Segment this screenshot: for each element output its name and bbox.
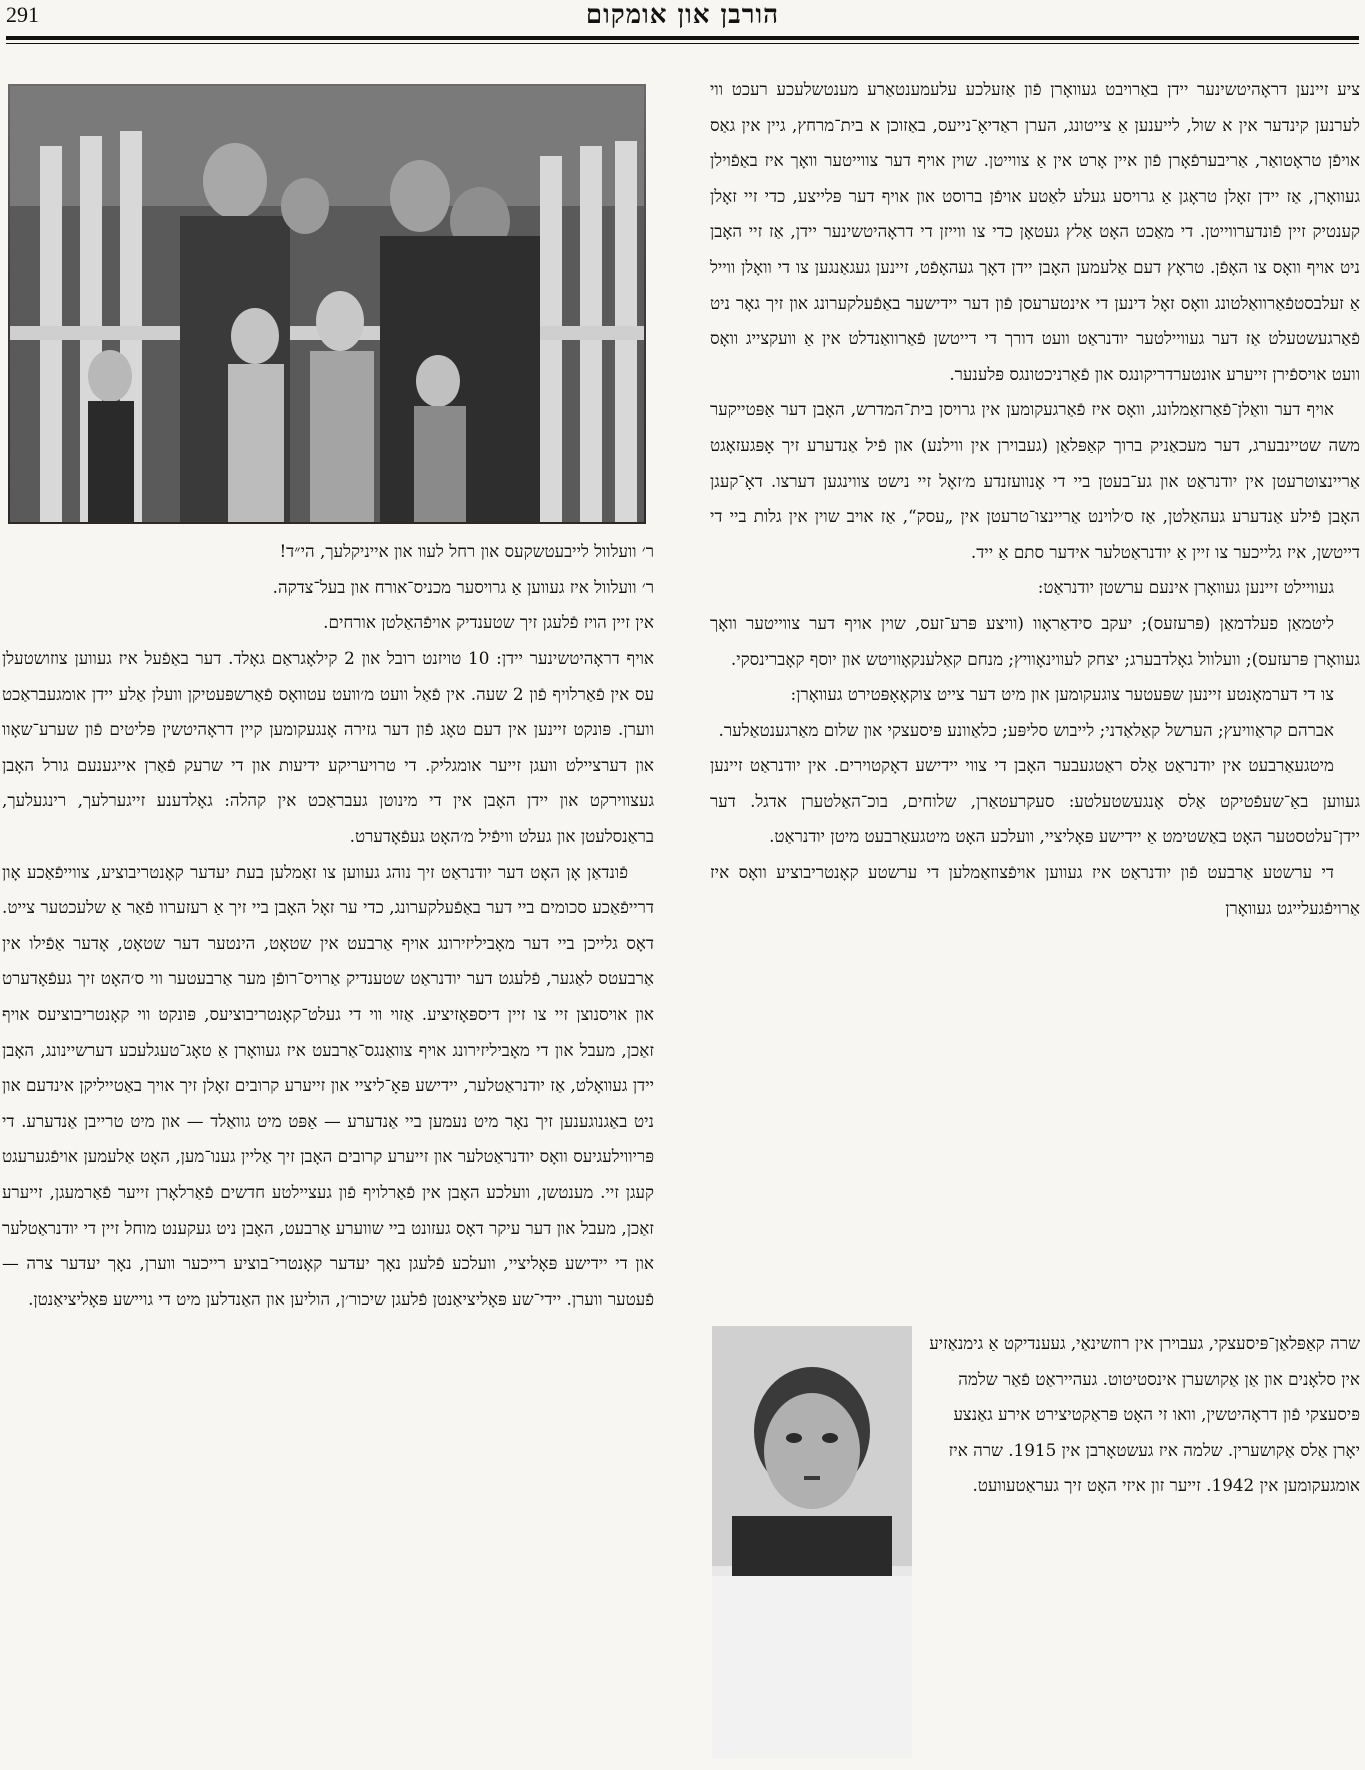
caption-line-3: אין זיין הויז פֿלעגן זיך שטענדיק אויפֿהאַלטן אורחים. xyxy=(323,612,654,633)
right-column xyxy=(710,72,1360,926)
right-paragraph-2: אויף דער וואַלן־פֿאַרזאַמלונג, וואָס איז פֿאַרגעקומען אין גרויסן בית־המדרש, האָבן דער אַפּטייקער משה שטיינבערג, דער מעכאַניק ברוך קאַפּלאַן (געבוירן אין ווילנע) און פֿיל אַנדערע זיך אָפּגעזאָגט אַריינצוטרעטן אין יודנראַט און גע־בעטן ביי די אָנוועזנדע מ׳זאָל זיי נישט צווינגען דערצו. דאָ־קעגן האָבן פֿילע אַנדערע געהאַלטן, אַז ס׳לוינט אַריינצו־טרעטן אין „עסק“, אַז אויב שוין אין גלות ביי די דייטשן, איז גלייכער צו זיין אַ יודנראַטלער אידער סתם אַ ייד. xyxy=(710,399,1360,562)
family-photo-image xyxy=(10,86,644,522)
left-column xyxy=(2,641,654,1317)
right-paragraph-1: ציע זיינען דראָהיטשינער יידן באַרויבט געוואָרן פֿון אַזעלכע עלעמענטאַרע מענטשלעכע רעכט ווי לערנען קינדער אין א שול, לייענען אַ צייטונג, הערן ראַדיאָ־נייעס, באַזוכן א בית־מרחץ, גיין אין גאַס אויפֿן טראָטואַר, אַריבערפֿאָרן פֿון איין אָרט אין אַ צווייטן. שוין אויף דער צווייטער וואָך איז באַפֿוילן געוואָרן, אַז יידן זאָלן טראָגן אַ גרויסע געלע לאַטע אויפֿן ברוסט און אויף דער פּלייצע, כדי זיי זאָלן קענטיק זיין פֿונדערווייטן. די מאַכט האָט אַלץ געטאָן כדי צו ווייזן די דראָהיטשינער יידן, אַז זיי האָבן ניט אויף וואָס צו האָפֿן. טראָץ דעם אַלעמען האָבן יידן דאָך געהאָפֿט, זיינען געגאַנגען צו די וואָלן ווייל אַ זעלבסטפֿאַרוואַלטונג וואָס זאָל דינען די אינטערעסן פֿון דער יידישער באַפֿעלקערונג און זיך גאָר ניט פֿאַרגעשטעלט אַז דער געוויילטער יודנראַט וועט דורך די דייטשן פֿאַרוואַנדלט אין אַ וועקצייג וואָס וועט אויספֿירן זייערע אונטערדריקונגס און פֿאַרניכטונגס פּלענער. xyxy=(710,79,1360,384)
header-rule-thick xyxy=(6,36,1359,40)
right-paragraph-8: די ערשטע אַרבעט פֿון יודנראַט איז געווען אויפֿצוזאַמלען די ערשטע קאָנטריבוציע וואָס איז אַרויפֿגעלייגט געוואָרן xyxy=(710,862,1360,918)
portrait-caption-text: שרה קאַפּלאַן־פּיסעצקי, געבוירן אין רוזשינאַי, געענדיקט אַ גימנאַזיע אין סלאָנים און אַן אַקושערן אינסטיטוט. געהייראַט פֿאַר שלמה פּיסעצקי פֿון דראָהיטשין, וואו זי האָט פּראַקטיצירט אירע גאַנצע יאָרן אַלס אַקושערין. שלמה איז געשטאָרבן אין 1915. שרה איז אומגעקומען אין 1942. זייער זון איזי האָט זיך געראַטעוועט. xyxy=(929,1333,1360,1496)
header-rule-thin xyxy=(6,43,1359,44)
caption-line-2: ר׳ וועלוול איז געווען אַ גרויסער מכניס־אורח און בעל־צדקה. xyxy=(272,576,654,597)
page-number: 291 xyxy=(6,2,39,27)
right-paragraph-4: ליטמאַן פעלדמאַן (פּרעזעס); יעקב סידאַראָוו (וויצע פּרע־זעס, שוין אויף דער צווייטער וואָך געוואָרן פּרעזעס); וועלוול גאָלדבערג; יצחק לעווינאָוויץ; מנחם קאַלענקאָוויטש און יוסף קאָברינסקי. xyxy=(710,612,1360,669)
right-paragraph-6: אברהם קראַוויעץ; הערשל קאַלאַדני; לייבוש סליפּע; כלאַוונע פּיסעצקי און שלום מאַרגענטאַלער. xyxy=(718,719,1334,740)
family-photo xyxy=(8,84,646,524)
family-photo-caption xyxy=(2,534,654,641)
left-paragraph-2: פֿונדאַן אָן האָט דער יודנראַט זיך נוהג געווען צו זאַמלען בעת יעדער קאָנטריבוציע, צווייפֿאַכע אָון דרייפֿאַכע סכומים ביי דער באַפֿעלקערונג, כדי ער זאָל האָבן ביי זיך אַ רעזערוו פֿאַר אַ שלעכטער צייט. דאָס גלייכן ביי דער מאָביליזירונג אויף אַרבעט אין שטאָט, הינטער דער שטאָט, אָדער אַפֿילו אין אַרבעטס לאַגער, פֿלעגט דער יודנראַט שטענדיק אַרויס־רופֿן מער אַרבעטער ווי ס׳האָט זיך געפֿאָדערט און אויסנוצן זיי צו זיין דיספּאָזיציע. אַזוי ווי די געלט־קאָנטריבוציעס, פּונקט ווי קאָנטריבוציעס אויף זאַכן, מעבל און די מאָביליזירונג אויף צוואַנגס־אַרבעט איז געוואָרן אַ טאָג־טעגלעכע דערשיינונג, האָבן יידן געוואָלט, אַז יודנראַטלער, יידישע פּאָ־ליציי און זייערע קרובים זאָלן זיך אויך באַטייליקן אינדעם און ניט באַגנוגענען זיך נאָר מיט נעמען ביי אַנדערע — אַפּט מיט גוואַלד — און מיט טרייבן אַנדערע. די פּריווילעגיעס וואָס יודנראַטלער און זייערע קרובים האָבן זיך אַליין גענו־מען, האָט אַלעמען אויפֿגערעגט קעגן זיי. מענטשן, וועלכע האָבן אין פֿאַרלויף פֿון געציילטע חדשים פֿאַרלאָרן זייער פֿאַרמעגן, זייערע זאַכן, מעבל און דער עיקר דאָס געזונט ביי שווערע אַרבעט, האָבן ניט געקענט מוחל זיין די יודנראַטלער און די יידישע פּאָליציי, וועלכע פֿלעגן נאָך יעדער קאָנטרי־בוציע רייכער ווערן, נאָך יעדער צרה — פֿעטער ווערן. יידי־שע פּאָליציאַנטן פֿלעגן שיכור׳ן, הוליען און האַנדלען מיט די גויישע פּאָליציאַנטן. xyxy=(2,861,654,1309)
page-header xyxy=(0,0,1365,40)
portrait-photo xyxy=(712,1326,912,1758)
portrait-photo-image xyxy=(712,1326,912,1758)
portrait-caption xyxy=(922,1326,1360,1504)
running-title: הורבן און אומקום xyxy=(585,0,780,30)
right-paragraph-5: צו די דערמאָנטע זיינען שפּעטער צוגעקומען און מיט דער צייט צוקאָאָפּטירט געוואָרן: xyxy=(790,684,1334,705)
caption-line-1: ר׳ וועלוול לייבעטשקעס און רחל לעוו און אייניקלעך, הי״ד! xyxy=(279,541,654,561)
left-paragraph-1: אויף דראָהיטשינער יידן: 10 טויזנט רובל און 2 קילאָגראַם גאָלד. דער באַפֿעל איז געווען צוזושטעלן עס אין פֿאַרלויף פֿון 2 שעה. אין פֿאַל וועט מ׳וועט עטוואָס פֿאַרשפּעטיקן וועלן אַלע יידן אומגעבראַכט ווערן. פּונקט זיינען אין דעם טאָג פֿון דער גזירה אָנגעקומען קיין דראָהיטשין פּליטים פֿון שערע־שאָוו און דערציילט וועגן זייער אומגליק. די טרויעריקע ידיעות און די שרעק פֿאַרן אייגענעם גורל האָבן געצווירקט און יידן האָבן אין די מינוטן געבראַכט אין קהלה: גאָלדענע זייגערלעך, רינגעלעך, בראַנסלעטן און געלט וויפֿיל מ׳האָט געפֿאָדערט. xyxy=(2,648,654,846)
right-paragraph-7: מיטגעאַרבעט אין יודנראַט אַלס ראַטגעבער האָבן די צווי יידישע דאָקטוירים. אין יודנראַט זיינען געווען באַ־שעפֿטיקט אַלס אָנגעשטעלטע: סעקרעטאַרן, שלוחים, בוכ־האַלטערן אדגל. דער יידן־עלטסטער האָט באַשטימט אַ יידישע פּאָליציי, וועלכע האָט מיטגעאַרבעט מיטן יודנראַט. xyxy=(710,755,1360,847)
right-paragraph-3: געוויילט זיינען געוואָרן אינעם ערשטן יודנראַט: xyxy=(1037,577,1334,598)
